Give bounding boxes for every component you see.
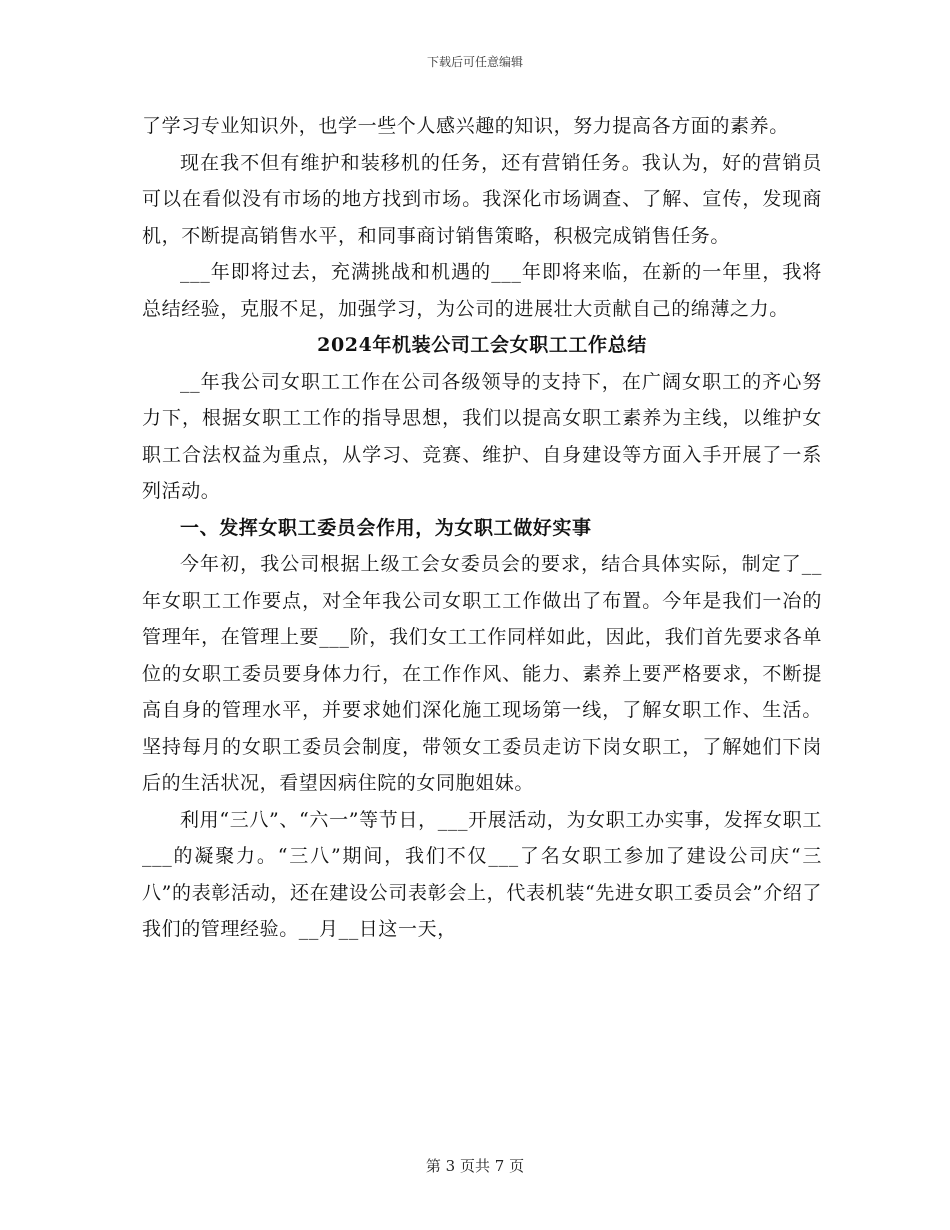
paragraph-continuation: 了学习专业知识外，也学一些个人感兴趣的知识，努力提高各方面的素养。 [142,115,789,137]
paragraph-section1-b: 利用“三八”、“六一”等节日，___开展活动，为女职工办实事，发挥女职工___的凝聚力。“三八”期间，我们不仅___了名女职工参加了建设公司庆“三八”的表彰活动，还在建设公司表彰会上，代表机装“先进女职工委员会”介绍了我们的管理经验。__月__日这一天， [142,808,822,940]
document-title: 2024年机装公司工会女职工工作总结 [317,334,647,356]
paragraph-section1-a: 今年初，我公司根据上级工会女委员会的要求，结合具体实际，制定了__年女职工工作要点，对全年我公司女职工工作做出了布置。今年是我们一冶的管理年，在管理上要___阶，我们女工工作同样如此，因此，我们首先要求各单位的女职工委员要身体力行，在工作作风、能力、素养上要严格要求，不断提高自身的管理水平，并要求她们深化施工现场第一线，了解女职工作、生活。坚持每月的女职工委员会制度，带领女工委员走访下岗女职工，了解她们下岗后的生活状况，看望因病住院的女同胞姐妹。 [142,553,822,794]
section-heading-1: 一、发挥女职工委员会作用，为女职工做好实事 [180,516,592,539]
page-footer: 第 3 页共 7 页 [425,1157,525,1175]
document-body [142,108,822,948]
paragraph-marketing: 现在我不但有维护和装移机的任务，还有营销任务。我认为，好的营销员可以在看似没有市场的地方找到市场。我深化市场调查、了解、宣传，发现商机，不断提高销售水平，和同事商讨销售策略，积极完成销售任务。 [142,151,822,247]
paragraph-closing: ___年即将过去，充满挑战和机遇的___年即将来临，在新的一年里，我将总结经验，克服不足，加强学习，为公司的进展壮大贡献自己的绵薄之力。 [142,261,822,320]
paragraph-intro: __年我公司女职工工作在公司各级领导的支持下，在广阔女职工的齐心努力下，根据女职工工作的指导思想，我们以提高女职工素养为主线，以维护女职工合法权益为重点，从学习、竞赛、维护、自身建设等方面入手开展了一系列活动。 [142,370,822,502]
page-header: 下载后可任意编辑 [426,55,523,69]
